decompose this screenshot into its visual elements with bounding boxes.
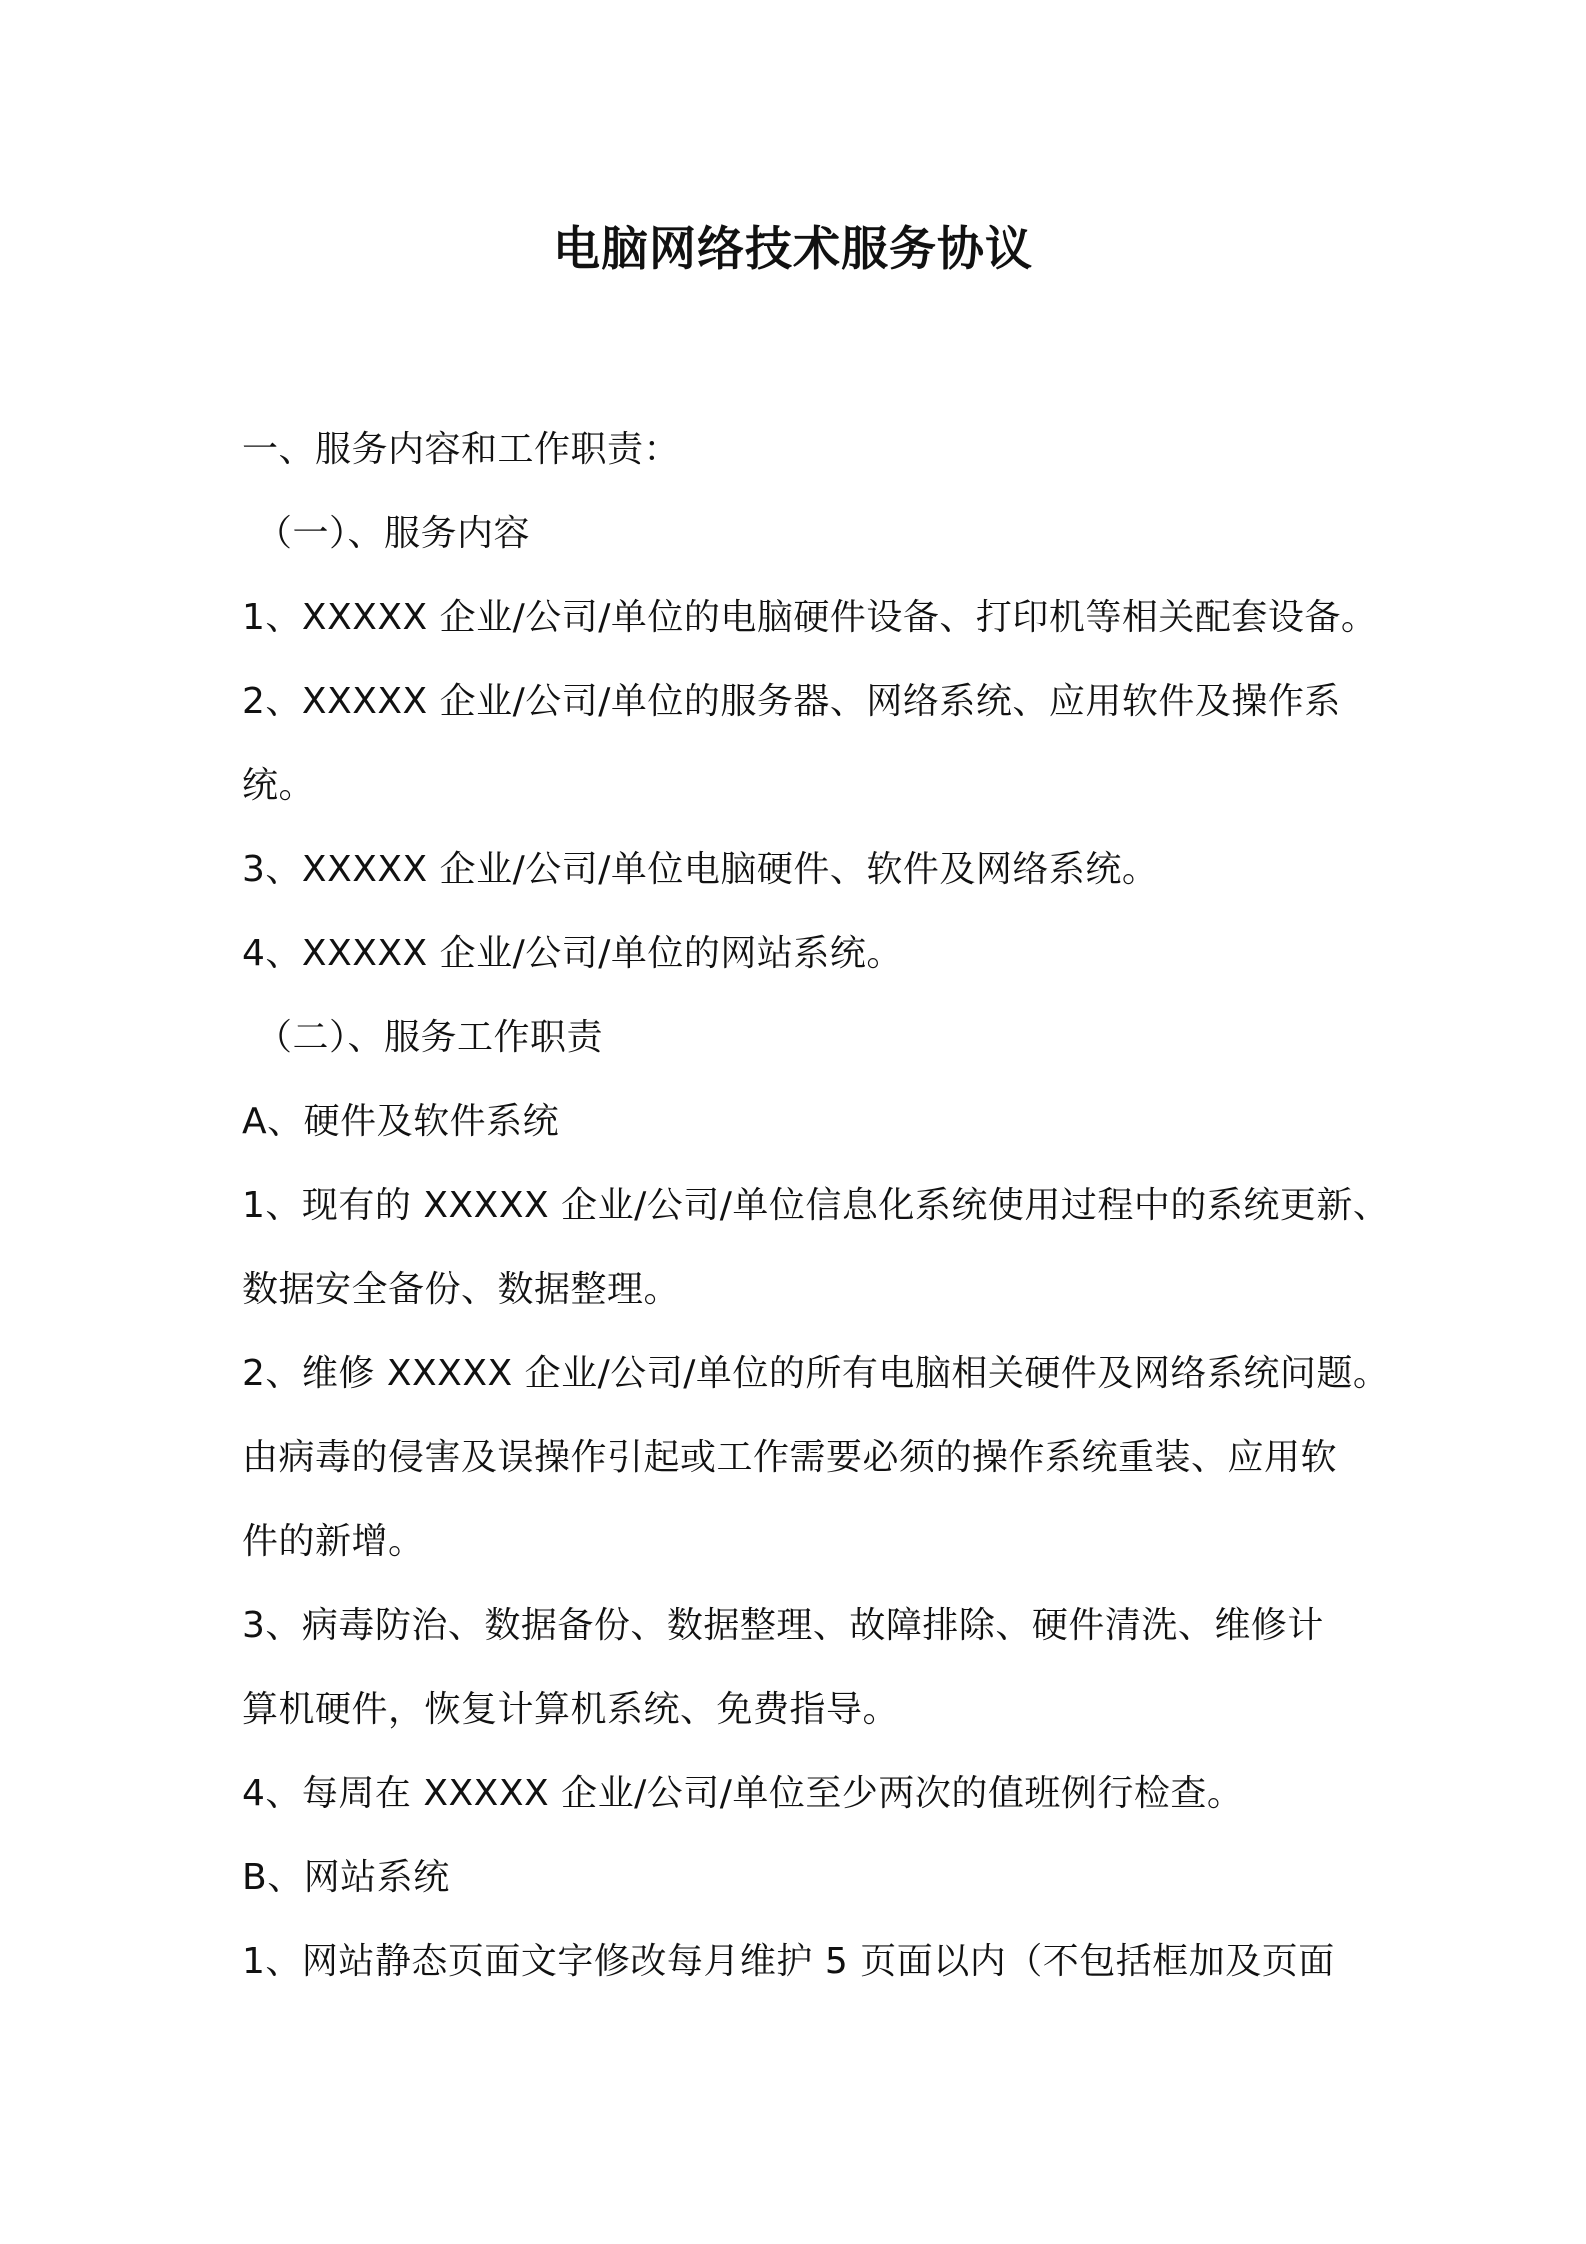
heading-hardware-software: A、硬件及软件系统 (242, 1101, 560, 1142)
document-body (242, 408, 1390, 2004)
section-heading-service-content-and-duties: 一、服务内容和工作职责： (242, 429, 681, 470)
paragraph-line: 3、XXXXX 企业/公司/单位电脑硬件、软件及网络系统。 (242, 849, 1159, 890)
heading-website-system: B、网站系统 (242, 1857, 450, 1898)
paragraph-line: 统。 (242, 765, 316, 806)
paragraph-line: 1、现有的 XXXXX 企业/公司/单位信息化系统使用过程中的系统更新、 (242, 1185, 1390, 1226)
subsection-heading-service-content: （一）、服务内容 (256, 513, 531, 554)
paragraph-line: 1、网站静态页面文字修改每月维护 5 页面以内（不包括框加及页面 (242, 1941, 1335, 1982)
subsection-heading-service-duties: （二）、服务工作职责 (256, 1017, 604, 1058)
paragraph-line: 2、维修 XXXXX 企业/公司/单位的所有电脑相关硬件及网络系统问题。 (242, 1353, 1390, 1394)
paragraph-line: 3、病毒防治、数据备份、数据整理、故障排除、硬件清洗、维修计 (242, 1605, 1324, 1646)
paragraph-line: 算机硬件，恢复计算机系统、免费指导。 (242, 1689, 900, 1730)
paragraph-line: 4、XXXXX 企业/公司/单位的网站系统。 (242, 933, 903, 974)
paragraph-line: 4、每周在 XXXXX 企业/公司/单位至少两次的值班例行检查。 (242, 1773, 1244, 1814)
document-title: 电脑网络技术服务协议 (553, 222, 1033, 277)
paragraph-line: 1、XXXXX 企业/公司/单位的电脑硬件设备、打印机等相关配套设备。 (242, 597, 1378, 638)
paragraph-line: 数据安全备份、数据整理。 (242, 1269, 681, 1310)
paragraph-line: 2、XXXXX 企业/公司/单位的服务器、网络系统、应用软件及操作系 (242, 681, 1341, 722)
paragraph-line: 由病毒的侵害及误操作引起或工作需要必须的操作系统重装、应用软 (242, 1437, 1338, 1478)
paragraph-line: 件的新增。 (242, 1521, 425, 1562)
